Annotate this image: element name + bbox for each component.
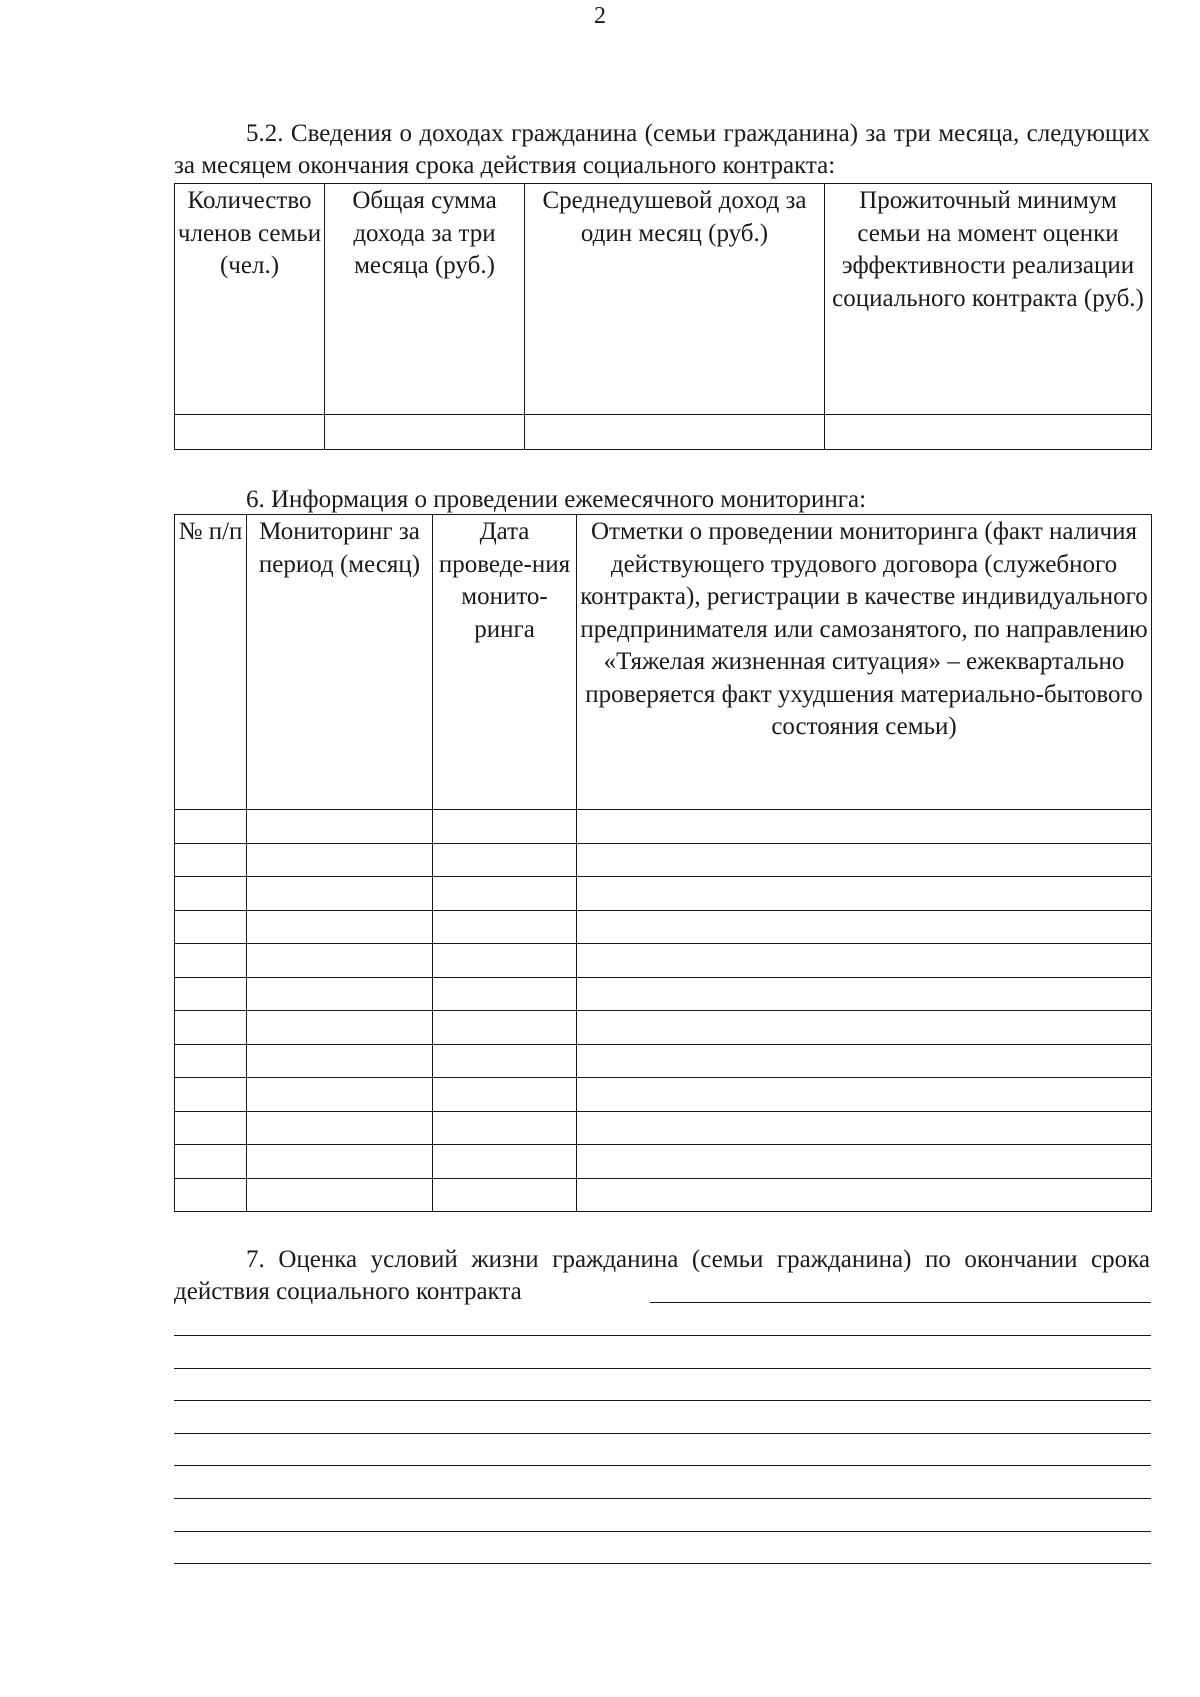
input-cell[interactable] — [433, 877, 577, 911]
input-cell[interactable] — [175, 1111, 247, 1145]
input-cell[interactable] — [247, 1111, 433, 1145]
input-cell[interactable] — [175, 1011, 247, 1045]
input-cell[interactable] — [433, 1011, 577, 1045]
input-cell[interactable] — [247, 1145, 433, 1179]
header-family-members: Количество членов семьи (чел.) — [175, 184, 325, 415]
input-cell[interactable] — [175, 1078, 247, 1112]
table-row — [175, 1111, 1152, 1145]
table-row — [175, 877, 1152, 911]
fill-line[interactable] — [174, 1563, 1151, 1564]
input-cell[interactable] — [433, 1178, 577, 1212]
input-cell[interactable] — [175, 1145, 247, 1179]
monitoring-rows — [175, 810, 1152, 1212]
section-7-heading — [174, 1244, 1150, 1308]
input-cell[interactable] — [433, 910, 577, 944]
income-table — [174, 183, 1152, 450]
section-5-2-heading — [174, 118, 1150, 182]
input-cell[interactable] — [175, 977, 247, 1011]
fill-line[interactable] — [174, 1335, 1151, 1336]
table-row — [175, 1078, 1152, 1112]
input-cell[interactable] — [433, 977, 577, 1011]
input-cell[interactable] — [577, 1111, 1152, 1145]
input-cell[interactable] — [247, 977, 433, 1011]
input-cell[interactable] — [577, 1011, 1152, 1045]
table-row — [175, 1145, 1152, 1179]
input-cell[interactable] — [577, 944, 1152, 978]
section-5-2-text: 5.2. Сведения о доходах гражданина (семьи гражданина) за три месяца, следующих за месяцем окончания срока действия социального контракта: — [174, 120, 1150, 179]
input-cell[interactable] — [247, 877, 433, 911]
input-cell[interactable] — [175, 1044, 247, 1078]
input-cell[interactable] — [433, 944, 577, 978]
header-monitoring-period: Мониторинг за период (месяц) — [247, 515, 433, 810]
fill-line[interactable] — [174, 1400, 1151, 1401]
header-average-income: Среднедушевой доход за один месяц (руб.) — [525, 184, 825, 415]
table-row — [175, 1178, 1152, 1212]
input-cell[interactable] — [175, 944, 247, 978]
header-total-income: Общая сумма дохода за три месяца (руб.) — [325, 184, 525, 415]
header-monitoring-notes: Отметки о проведении мониторинга (факт наличия действующего трудового договора (служебного контракта), регистрации в качестве индивидуального предпринимателя или самозанятого, по направлению «Тяжелая жизненная ситуация» – ежеквартально проверяется факт ухудшения материально-бытового состояния семьи) — [577, 515, 1152, 810]
input-cell[interactable] — [247, 1178, 433, 1212]
input-cell[interactable] — [247, 1044, 433, 1078]
fill-line-inline[interactable] — [650, 1302, 1151, 1303]
input-cell[interactable] — [175, 1178, 247, 1212]
input-cell[interactable] — [577, 843, 1152, 877]
input-cell[interactable] — [433, 1145, 577, 1179]
input-cell[interactable] — [825, 415, 1152, 450]
table-row — [175, 415, 1152, 450]
input-cell[interactable] — [247, 944, 433, 978]
input-cell[interactable] — [175, 810, 247, 844]
input-cell[interactable] — [175, 843, 247, 877]
input-cell[interactable] — [577, 1145, 1152, 1179]
fill-line[interactable] — [174, 1531, 1151, 1532]
input-cell[interactable] — [577, 1078, 1152, 1112]
table-row — [175, 944, 1152, 978]
input-cell[interactable] — [433, 810, 577, 844]
input-cell[interactable] — [247, 843, 433, 877]
header-monitoring-date: Дата проведе-ния монито-ринга — [433, 515, 577, 810]
input-cell[interactable] — [525, 415, 825, 450]
input-cell[interactable] — [433, 1078, 577, 1112]
table-header-row — [175, 515, 1152, 810]
table-row — [175, 843, 1152, 877]
input-cell[interactable] — [325, 415, 525, 450]
header-subsistence-minimum: Прожиточный минимум семьи на момент оценки эффективности реализации социального контракта (руб.) — [825, 184, 1152, 415]
table-header-row — [175, 184, 1152, 415]
input-cell[interactable] — [433, 1111, 577, 1145]
header-row-number: № п/п — [175, 515, 247, 810]
input-cell[interactable] — [247, 1011, 433, 1045]
input-cell[interactable] — [577, 1044, 1152, 1078]
input-cell[interactable] — [175, 910, 247, 944]
input-cell[interactable] — [577, 1178, 1152, 1212]
fill-line[interactable] — [174, 1498, 1151, 1499]
fill-line[interactable] — [174, 1368, 1151, 1369]
section-7-text: 7. Оценка условий жизни гражданина (семьи гражданина) по окончании срока действия социального контракта — [174, 1246, 1150, 1305]
fill-line[interactable] — [174, 1465, 1151, 1466]
table-row — [175, 1044, 1152, 1078]
section-6-text: 6. Информация о проведении ежемесячного мониторинга: — [246, 486, 867, 513]
input-cell[interactable] — [175, 415, 325, 450]
input-cell[interactable] — [577, 977, 1152, 1011]
page-number: 2 — [594, 3, 606, 29]
input-cell[interactable] — [175, 877, 247, 911]
input-cell[interactable] — [247, 1078, 433, 1112]
section-6-heading — [174, 484, 1150, 516]
table-row — [175, 910, 1152, 944]
table-row — [175, 810, 1152, 844]
monitoring-table — [174, 514, 1152, 1212]
input-cell[interactable] — [577, 810, 1152, 844]
input-cell[interactable] — [247, 810, 433, 844]
table-row — [175, 977, 1152, 1011]
input-cell[interactable] — [577, 877, 1152, 911]
input-cell[interactable] — [247, 910, 433, 944]
fill-line[interactable] — [174, 1433, 1151, 1434]
table-row — [175, 1011, 1152, 1045]
input-cell[interactable] — [433, 1044, 577, 1078]
input-cell[interactable] — [433, 843, 577, 877]
input-cell[interactable] — [577, 910, 1152, 944]
